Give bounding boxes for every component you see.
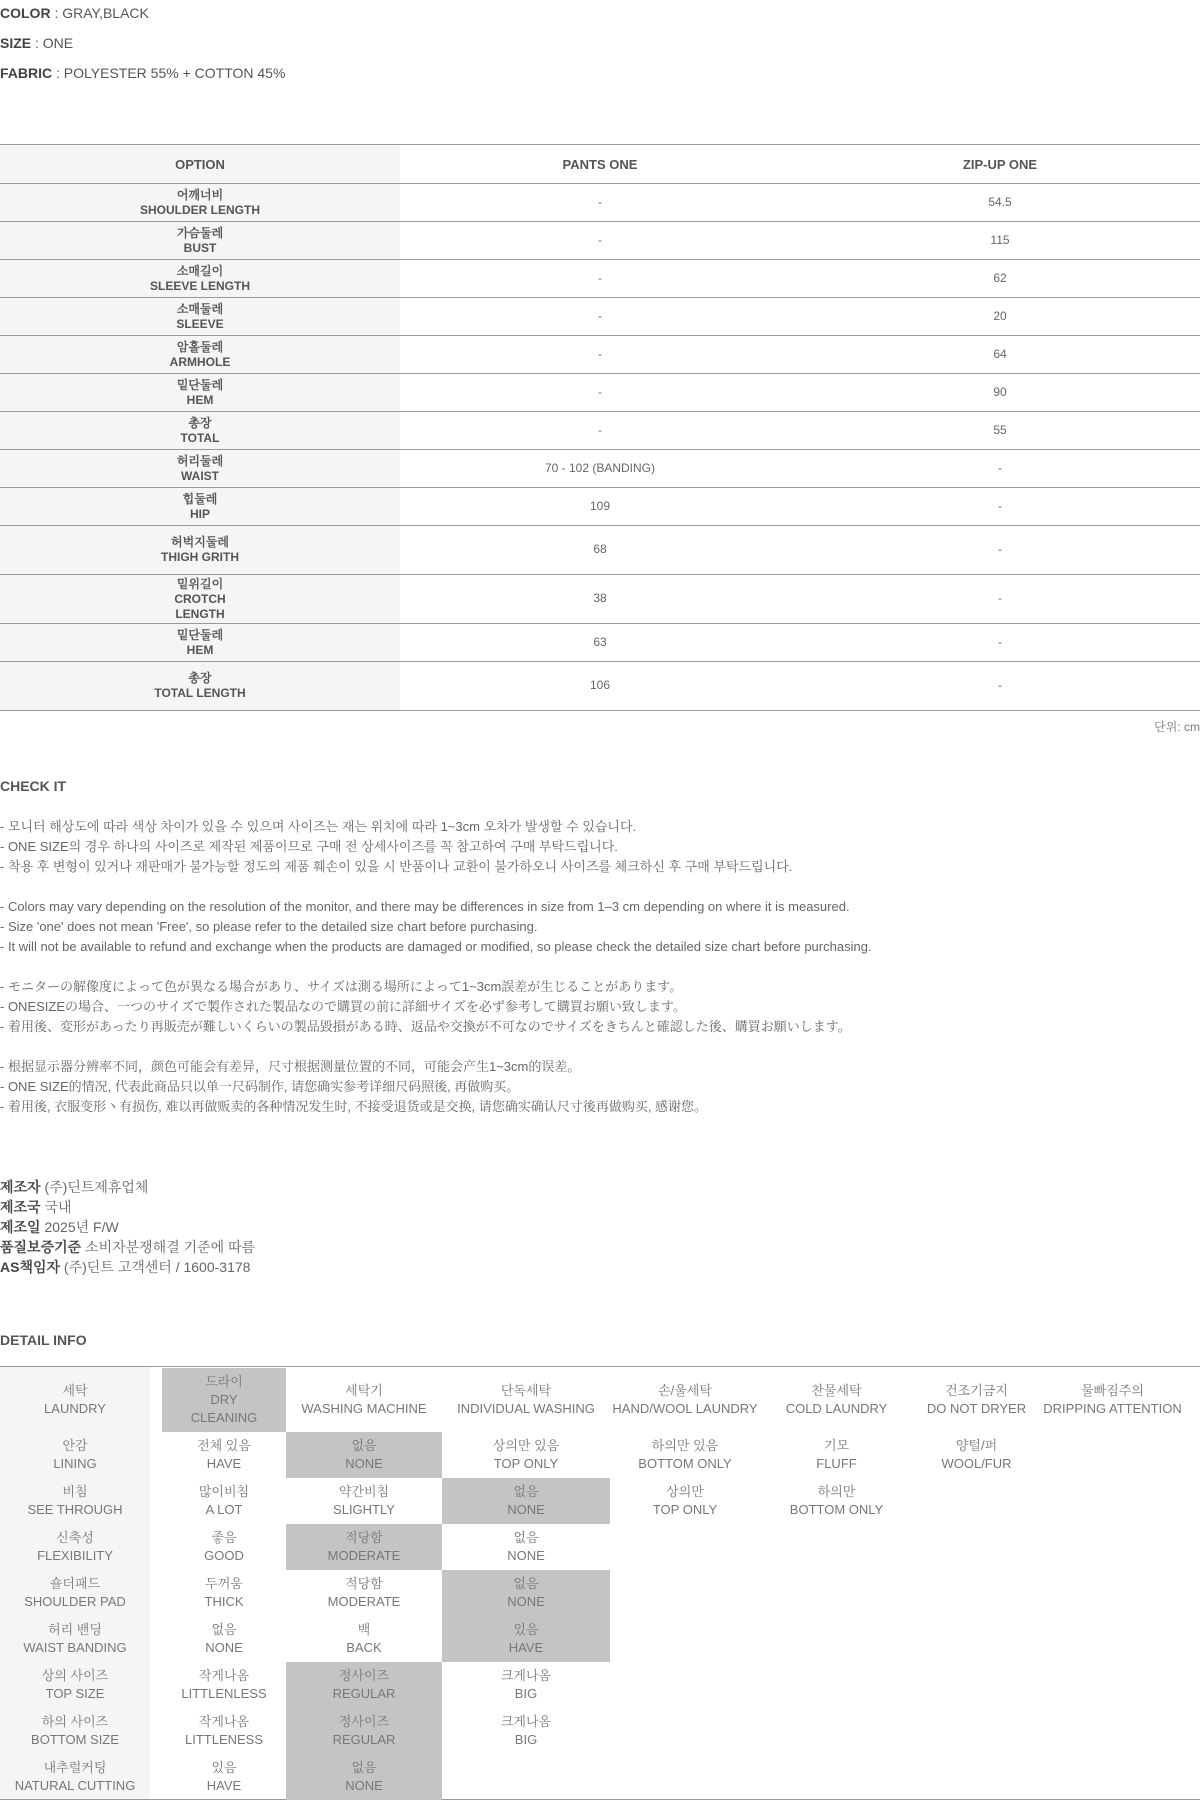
detail-option (286, 1662, 442, 1708)
zipup-value: 64 (800, 336, 1200, 374)
option-english: BUST (183, 240, 217, 255)
option-cell (0, 222, 400, 260)
spec-size-value: : ONE (31, 35, 74, 51)
option-cell (0, 184, 400, 222)
table-row (0, 374, 1200, 412)
size-table-header (0, 145, 1200, 184)
note-line: - 着用後、変形があったり再販売が難しいくらいの製品毀損がある時、返品や交換が不可なのでサイズをきちんと確認した後、購買お願いします。 (0, 1019, 851, 1034)
detail-option (760, 1478, 913, 1524)
detail-option (442, 1662, 610, 1708)
detail-option-text: 상의만 (666, 1484, 704, 1499)
detail-label-text: 안감 (62, 1438, 88, 1453)
detail-option (286, 1570, 442, 1616)
table-row (0, 488, 1200, 526)
detail-option-text: 하의만 있음 (651, 1438, 719, 1453)
option-korean: 밑위길이 (176, 576, 224, 591)
detail-option (913, 1432, 1040, 1478)
option-korean: 밑단둘레 (176, 627, 224, 642)
detail-option (442, 1432, 610, 1478)
detail-label-text: FLEXIBILITY (37, 1548, 113, 1563)
table-row (0, 222, 1200, 260)
note-line: - 根据显示器分辨率不同，颜色可能会有差异，尺寸根据测量位置的不同，可能会产生1~3cm的误差。 (0, 1059, 581, 1074)
detail-option-text: 세탁기 (345, 1383, 383, 1398)
detail-option-text: TOP ONLY (493, 1456, 559, 1471)
option-cell (0, 336, 400, 374)
detail-option (610, 1432, 760, 1478)
detail-option-text: 약간비침 (338, 1484, 390, 1499)
option-english: SLEEVE (176, 316, 224, 331)
detail-option (162, 1570, 286, 1616)
detail-option-text: 건조기금지 (945, 1383, 1008, 1398)
detail-option (442, 1478, 610, 1524)
maker-value: 국내 (40, 1199, 72, 1215)
header-pants: PANTS ONE (400, 145, 800, 184)
detail-label-text: LINING (53, 1456, 97, 1471)
detail-label-text: 허리 밴딩 (48, 1622, 102, 1637)
detail-option-text: GOOD (204, 1548, 244, 1563)
option-cell (0, 662, 400, 711)
spec-color-label: COLOR (0, 5, 51, 21)
detail-label-text: 비침 (62, 1484, 88, 1499)
detail-option-text: 단독세탁 (500, 1383, 552, 1398)
option-cell (0, 412, 400, 450)
table-row (0, 575, 1200, 624)
detail-row-label (0, 1478, 150, 1524)
detail-option-text: NONE (507, 1594, 545, 1609)
detail-option-text: 손/울세탁 (658, 1383, 712, 1398)
maker-value: 소비자분쟁해결 기준에 따름 (81, 1239, 256, 1255)
detail-option-text: HAND/WOOL LAUNDRY (612, 1401, 758, 1416)
pants-value: - (400, 184, 800, 222)
detail-option-text: MODERATE (327, 1548, 401, 1563)
detail-option (286, 1368, 442, 1432)
maker-line (0, 1217, 255, 1237)
detail-label-text: TOP SIZE (45, 1686, 105, 1701)
spec-fabric-label: FABRIC (0, 65, 53, 81)
spec-color-value: : GRAY,BLACK (50, 5, 149, 21)
detail-option (286, 1478, 442, 1524)
option-cell (0, 488, 400, 526)
detail-option (286, 1432, 442, 1478)
maker-info (0, 1177, 255, 1277)
zipup-value: 62 (800, 260, 1200, 298)
detail-option-text: 있음 (211, 1760, 237, 1775)
detail-row-label (0, 1570, 150, 1616)
pants-value: - (400, 222, 800, 260)
detail-option (162, 1432, 286, 1478)
detail-option (162, 1708, 286, 1754)
table-row (0, 412, 1200, 450)
detail-label-text: 내추럴커팅 (43, 1760, 107, 1775)
maker-label: 품질보증기준 (0, 1239, 82, 1255)
zipup-value: - (800, 662, 1200, 711)
option-korean: 총장 (188, 415, 212, 430)
header-zipup: ZIP-UP ONE (800, 145, 1200, 184)
spec-color (0, 5, 149, 21)
option-korean: 소매둘레 (176, 301, 224, 316)
maker-label: AS책임자 (0, 1259, 61, 1275)
note-line: - 모니터 해상도에 따라 색상 차이가 있을 수 있으며 사이즈는 재는 위치에 따라 1~3cm 오차가 발생할 수 있습니다. (0, 819, 637, 834)
detail-option (162, 1368, 286, 1432)
detail-option (913, 1368, 1040, 1432)
detail-row-label (0, 1662, 150, 1708)
detail-option-text: 많이비침 (198, 1484, 250, 1499)
detail-option-text: 있음 (513, 1622, 539, 1637)
detail-option-text: 물빠짐주의 (1081, 1383, 1144, 1398)
spec-fabric (0, 65, 285, 81)
option-cell (0, 260, 400, 298)
option-english: THIGH GRITH (161, 550, 239, 564)
table-row (0, 260, 1200, 298)
detail-option-text: REGULAR (332, 1686, 396, 1701)
maker-label: 제조자 (0, 1179, 41, 1195)
detail-label-text: SHOULDER PAD (24, 1594, 126, 1609)
note-line: - ONE SIZE의 경우 하나의 사이즈로 제작된 제품이므로 구매 전 상세사이즈를 꼭 참고하여 구매 부탁드립니다. (0, 839, 618, 854)
detail-option (442, 1708, 610, 1754)
detail-option-text: 없음 (513, 1484, 539, 1499)
detail-option-text: WOOL/FUR (941, 1456, 1012, 1471)
detail-label-text: 하의 사이즈 (41, 1714, 109, 1729)
maker-line (0, 1237, 255, 1257)
table-row (0, 526, 1200, 575)
detail-option-text: HAVE (508, 1640, 544, 1655)
detail-label-text: 신축성 (56, 1530, 94, 1545)
detail-option (442, 1570, 610, 1616)
note-line: - 着用後, 衣服变形丶有损伤, 难以再做贩卖的各种情况发生时, 不接受退货或是交换, 请您确实确认尺寸後再做购买, 感谢您。 (0, 1099, 708, 1114)
detail-row-label (0, 1368, 150, 1432)
detail-option-text: NONE (345, 1778, 383, 1793)
detail-option-text: 상의만 있음 (492, 1438, 560, 1453)
detail-option-text: NONE (507, 1548, 545, 1563)
detail-option-text: 없음 (211, 1622, 237, 1637)
option-cell (0, 298, 400, 336)
notes-english (0, 897, 872, 957)
zipup-value: 55 (800, 412, 1200, 450)
detail-option-text: 두꺼움 (205, 1576, 243, 1591)
detail-row-label (0, 1754, 150, 1800)
maker-line (0, 1177, 255, 1197)
zipup-value: 20 (800, 298, 1200, 336)
pants-value: 106 (400, 662, 800, 711)
unit-note: 단위: cm (1154, 720, 1200, 734)
detail-option-text: 없음 (513, 1530, 539, 1545)
detail-option-text: CLEANING (190, 1410, 258, 1425)
detail-label-text: SEE THROUGH (27, 1502, 123, 1517)
detail-option-text: 기모 (823, 1438, 850, 1453)
detail-option (286, 1708, 442, 1754)
detail-option-text: 드라이 (205, 1374, 243, 1389)
detail-option-text: NONE (507, 1502, 545, 1517)
table-row (0, 450, 1200, 488)
detail-info-title: DETAIL INFO (0, 1332, 87, 1348)
option-english: HEM (186, 392, 214, 407)
detail-option-text: NONE (345, 1456, 383, 1471)
option-korean: 어깨너비 (176, 187, 224, 202)
zipup-value: 90 (800, 374, 1200, 412)
detail-option (610, 1478, 760, 1524)
detail-option-text: COLD LAUNDRY (785, 1401, 888, 1416)
pants-value: 38 (400, 575, 800, 624)
detail-option-text: WASHING MACHINE (301, 1401, 427, 1416)
option-english: WAIST (181, 468, 219, 483)
table-row (0, 298, 1200, 336)
detail-option-text: 적당함 (345, 1576, 383, 1591)
detail-option-text: MODERATE (327, 1594, 401, 1609)
pants-value: 109 (400, 488, 800, 526)
pants-value: - (400, 298, 800, 336)
maker-value: (주)딘트 고객센터 / 1600-3178 (60, 1259, 251, 1275)
option-english: HIP (189, 506, 210, 521)
option-cell (0, 526, 400, 575)
table-row (0, 336, 1200, 374)
check-it-title: CHECK IT (0, 778, 67, 794)
zipup-value: - (800, 624, 1200, 662)
detail-option-text: LITTLENLESS (181, 1686, 267, 1701)
note-line: - It will not be available to refund and exchange when the products are damaged or modified, so please check the detailed size chart before purchasing. (0, 939, 872, 954)
zipup-value: - (800, 450, 1200, 488)
detail-option-text: BIG (514, 1686, 538, 1701)
detail-option-text: 적당함 (345, 1530, 383, 1545)
detail-option-text: SLIGHTLY (333, 1502, 395, 1517)
detail-grid (0, 1366, 1200, 1800)
option-cell (0, 624, 400, 662)
option-korean: 허벅지둘레 (171, 535, 229, 549)
detail-option-text: 정사이즈 (338, 1668, 390, 1683)
option-korean: 힙둘레 (182, 491, 218, 506)
detail-option-text: FLUFF (816, 1456, 857, 1471)
pants-value: 68 (400, 526, 800, 575)
spec-size-label: SIZE (0, 35, 32, 51)
option-english: SHOULDER LENGTH (140, 202, 260, 217)
option-cell (0, 450, 400, 488)
option-korean: 암홀둘레 (176, 339, 224, 354)
detail-option (286, 1616, 442, 1662)
detail-label-text: 상의 사이즈 (41, 1668, 109, 1683)
detail-option-text: 하의만 (817, 1484, 856, 1499)
detail-label-text: 숄더패드 (49, 1576, 101, 1591)
table-row (0, 184, 1200, 222)
table-row (0, 624, 1200, 662)
detail-option-text: 크게나옴 (500, 1668, 552, 1683)
maker-value: 2025년 F/W (40, 1219, 119, 1235)
detail-option-text: DRIPPING ATTENTION (1043, 1401, 1182, 1416)
header-option: OPTION (0, 145, 400, 184)
detail-option-text: DO NOT DRYER (926, 1401, 1027, 1416)
notes-japanese (0, 977, 851, 1037)
note-line: - ONE SIZE的情况, 代表此商品只以单一尺码制作, 请您确实参考详细尺码照後, 再做购买。 (0, 1079, 520, 1094)
detail-option-text: BOTTOM ONLY (789, 1502, 884, 1517)
detail-option-text: 없음 (351, 1438, 377, 1453)
detail-option-text: 찬물세탁 (811, 1383, 862, 1398)
option-english: HEM (186, 642, 214, 657)
detail-option-text: 없음 (351, 1760, 377, 1775)
pants-value: 63 (400, 624, 800, 662)
option-english: TOTAL LENGTH (154, 686, 246, 700)
notes-korean (0, 817, 792, 877)
detail-label-text: LAUNDRY (44, 1401, 106, 1416)
detail-option-text: 백 (357, 1622, 371, 1637)
detail-option (760, 1368, 913, 1432)
maker-label: 제조일 (0, 1219, 41, 1235)
detail-option-text: 전체 있음 (197, 1438, 251, 1453)
detail-option (162, 1754, 286, 1800)
option-english: SLEEVE LENGTH (149, 278, 250, 293)
maker-line (0, 1197, 255, 1217)
note-line: - Size 'one' does not mean 'Free', so please refer to the detailed size chart before purchasing. (0, 919, 538, 934)
option-english: ARMHOLE (169, 354, 231, 369)
spec-size (0, 35, 73, 51)
zipup-value: - (800, 488, 1200, 526)
detail-option (442, 1368, 610, 1432)
notes-chinese (0, 1057, 707, 1117)
option-korean: 가슴둘레 (176, 225, 224, 240)
option-cell (0, 575, 400, 624)
detail-option-text: REGULAR (332, 1732, 396, 1747)
detail-option (760, 1432, 913, 1478)
option-korean: 밑단둘레 (176, 377, 224, 392)
detail-row-label (0, 1432, 150, 1478)
detail-option-text: BACK (346, 1640, 382, 1655)
zipup-value: - (800, 526, 1200, 575)
size-table (0, 144, 1200, 711)
detail-option-text: 정사이즈 (338, 1714, 390, 1729)
detail-option-text: 작게나옴 (198, 1714, 250, 1729)
detail-option-text: HAVE (206, 1778, 242, 1793)
detail-row-label (0, 1708, 150, 1754)
detail-option-text: TOP ONLY (652, 1502, 718, 1517)
detail-option (162, 1662, 286, 1708)
note-line: - Colors may vary depending on the resolution of the monitor, and there may be differences in size from 1–3 cm depending on where it is measured. (0, 899, 850, 914)
detail-label-text: 세탁 (62, 1383, 88, 1398)
table-row (0, 662, 1200, 711)
detail-option (286, 1754, 442, 1800)
note-line: - ONESIZEの場合、一つのサイズで製作された製品なので購買の前に詳細サイズを必ず参考して購買お願い致します。 (0, 999, 686, 1014)
maker-label: 제조국 (0, 1199, 41, 1215)
maker-line (0, 1257, 255, 1277)
detail-option-text: A LOT (205, 1502, 243, 1517)
note-line: - モニターの解像度によって色が異なる場合があり、サイズは測る場所によって1~3cm誤差が生じることがあります。 (0, 979, 683, 994)
detail-option-text: 작게나옴 (198, 1668, 250, 1683)
note-line: - 착용 후 변형이 있거나 재판매가 불가능할 정도의 제품 훼손이 있을 시 반품이나 교환이 불가하오니 사이즈를 체크하신 후 구매 부탁드립니다. (0, 859, 793, 874)
detail-option (442, 1524, 610, 1570)
pants-value: 70 - 102 (BANDING) (400, 450, 800, 488)
detail-option-text: 크게나옴 (500, 1714, 552, 1729)
detail-option-text: HAVE (206, 1456, 242, 1471)
option-korean: 소매길이 (176, 263, 224, 278)
detail-row-label (0, 1524, 150, 1570)
option-english: TOTAL (180, 430, 220, 445)
detail-option-text: 양털/퍼 (955, 1438, 998, 1453)
detail-option (162, 1478, 286, 1524)
detail-option (442, 1616, 610, 1662)
detail-option-text: DRY (210, 1392, 238, 1407)
detail-option-text: INDIVIDUAL WASHING (457, 1401, 595, 1416)
zipup-value: - (800, 575, 1200, 624)
detail-label-text: NATURAL CUTTING (14, 1778, 136, 1793)
detail-label-text: WAIST BANDING (23, 1640, 127, 1655)
detail-option (162, 1524, 286, 1570)
detail-option (162, 1616, 286, 1662)
option-korean: 허리둘레 (176, 453, 224, 468)
pants-value: - (400, 412, 800, 450)
detail-option-text: BOTTOM ONLY (638, 1456, 732, 1471)
pants-value: - (400, 260, 800, 298)
detail-option (286, 1524, 442, 1570)
maker-value: (주)딘트제휴업체 (40, 1179, 149, 1195)
option-english: CROTCH LENGTH (174, 591, 226, 621)
zipup-value: 115 (800, 222, 1200, 260)
detail-option-text: LITTLENESS (184, 1732, 264, 1747)
detail-option-text: THICK (204, 1594, 244, 1609)
spec-fabric-value: : POLYESTER 55% + COTTON 45% (52, 65, 286, 81)
detail-option-text: BIG (514, 1732, 538, 1747)
detail-row-label (0, 1616, 150, 1662)
detail-label-text: BOTTOM SIZE (31, 1732, 119, 1747)
option-korean: 총장 (188, 671, 212, 685)
zipup-value: 54.5 (800, 184, 1200, 222)
detail-option (1040, 1368, 1185, 1432)
detail-option-text: 좋음 (211, 1530, 237, 1545)
detail-option-text: NONE (205, 1640, 243, 1655)
option-cell (0, 374, 400, 412)
detail-option-text: 없음 (513, 1576, 539, 1591)
pants-value: - (400, 374, 800, 412)
pants-value: - (400, 336, 800, 374)
detail-option (610, 1368, 760, 1432)
